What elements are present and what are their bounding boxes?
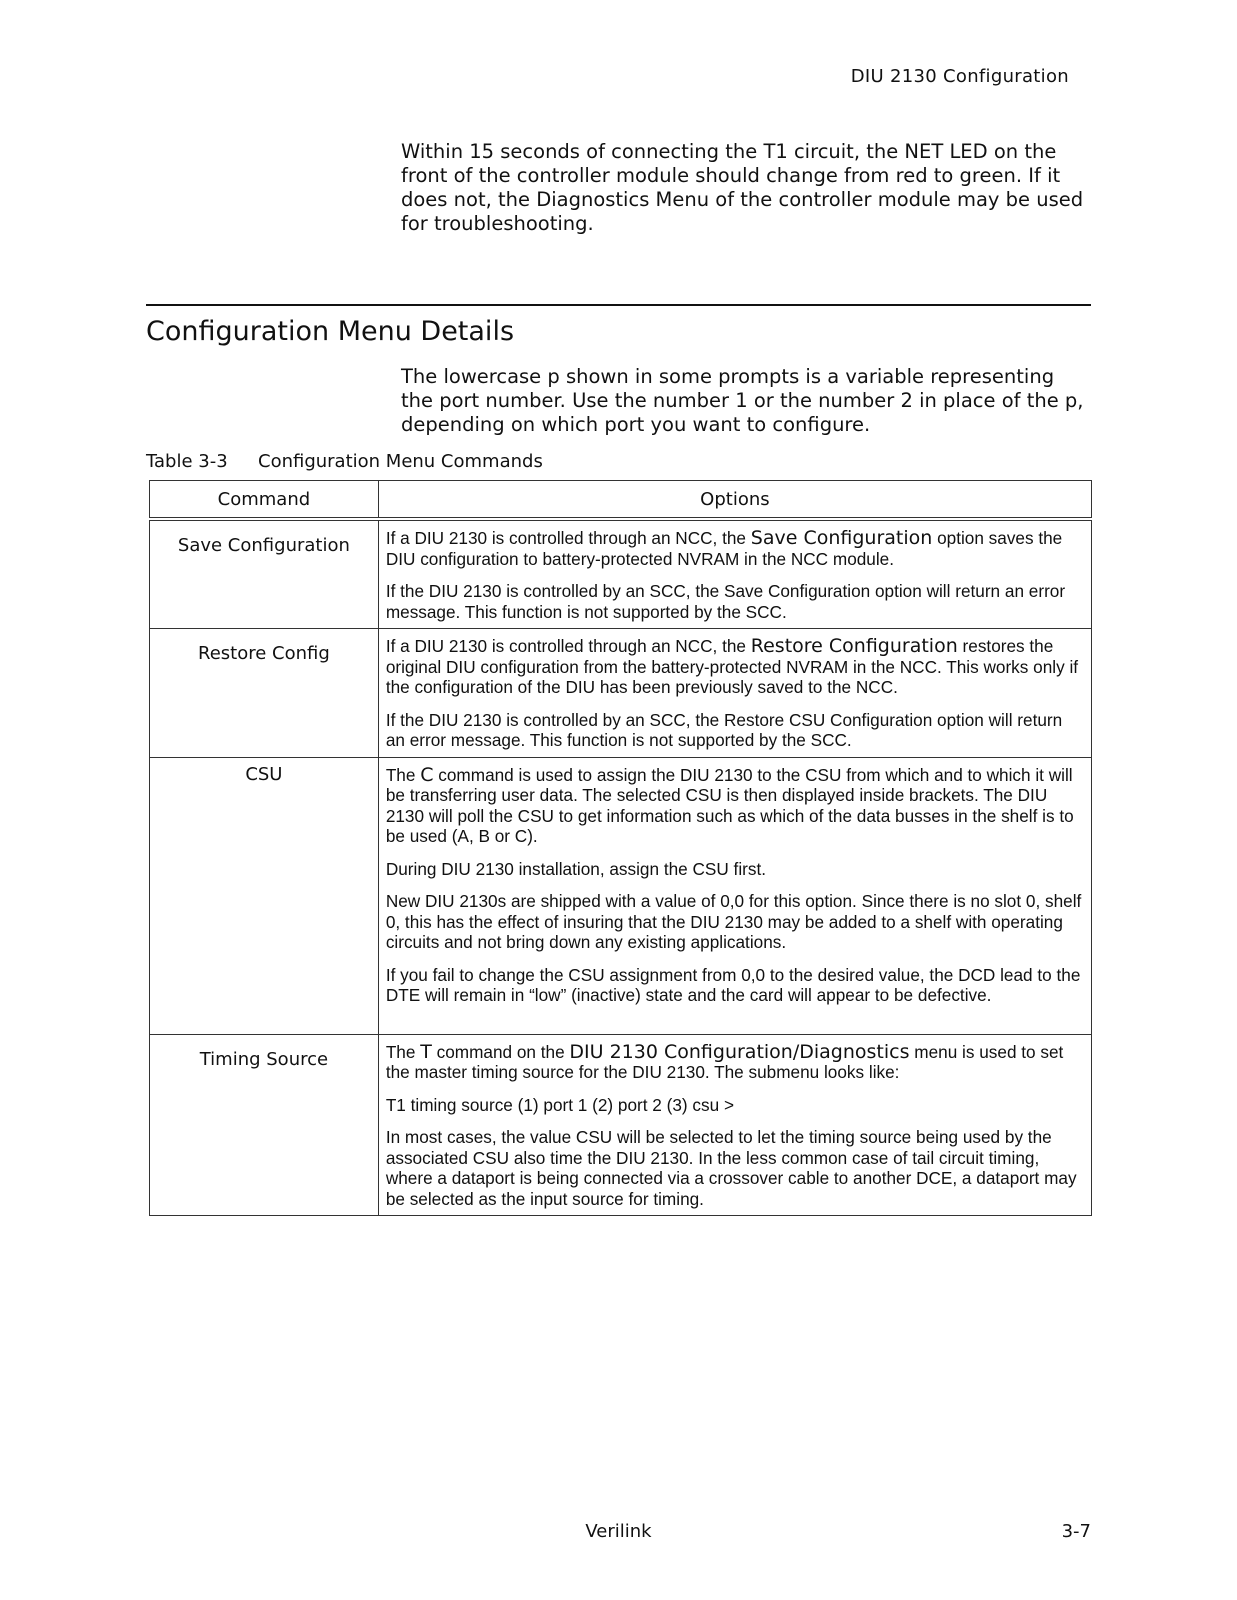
option-emphasis: T [420, 1040, 432, 1063]
option-text: option saves the DIU configuration to battery-protected NVRAM in the NCC module. [385, 528, 1063, 569]
section-divider [146, 304, 1091, 306]
option-text: The [385, 1041, 421, 1062]
option-paragraph [386, 765, 1083, 847]
option-text: command on the [431, 1041, 570, 1062]
column-header-options: Options [378, 481, 1091, 520]
options-cell [378, 629, 1091, 758]
option-paragraph [386, 528, 1083, 569]
options-cell [378, 757, 1091, 1034]
section-title: Configuration Menu Details [146, 316, 515, 347]
option-text: If a DIU 2130 is controlled through an NCC, the [385, 528, 751, 548]
option-text: menu is used to set the master timing source for the DIU 2130. The submenu looks like: [385, 1041, 1064, 1082]
command-cell: Save Configuration [150, 519, 379, 629]
table-row-csu [150, 757, 1092, 1034]
table-row-save-configuration [150, 519, 1092, 629]
option-text: The [385, 764, 421, 785]
configuration-commands-table [149, 480, 1092, 1216]
intro-paragraph: Within 15 seconds of connecting the T1 circuit, the NET LED on the front of the controller module should change from red to green. If it does not, the Diagnostics Menu of the controller module may be used for troubleshooting. [401, 140, 1084, 235]
table-row-timing-source [150, 1034, 1092, 1216]
command-cell: Timing Source [150, 1034, 379, 1216]
option-paragraph [386, 1042, 1083, 1083]
option-paragraph: During DIU 2130 installation, assign the CSU first. [385, 858, 767, 879]
option-emphasis: C [420, 763, 434, 786]
running-header: DIU 2130 Configuration [850, 66, 1069, 87]
table-caption [146, 451, 543, 472]
option-text: restores the original DIU configuration from the battery-protected NVRAM in the NCC. This works only if the configuration of the DIU has been previously saved to the NCC. [385, 636, 1079, 697]
command-cell: CSU [150, 757, 379, 1034]
option-paragraph: New DIU 2130s are shipped with a value of 0,0 for this option. Since there is no slot 0, shelf 0, this has the effect of insuring that the DIU 2130 may be added to a shelf with operating circuits and not bring down any existing applications. [385, 891, 1082, 952]
command-cell: Restore Config [150, 629, 379, 758]
option-paragraph: T1 timing source (1) port 1 (2) port 2 (3) csu > [385, 1094, 734, 1115]
option-paragraph: If you fail to change the CSU assignment from 0,0 to the desired value, the DCD lead to the DTE will remain in “low” (inactive) state and the card will appear to be defective. [385, 964, 1081, 1005]
option-paragraph: In most cases, the value CSU will be selected to let the timing source being used by the associated CSU also time the DIU 2130. In the less common case of tail circuit timing, where a dataport is being connected via a crossover cable to another DCE, a dataport may be selected as the input source for timing. [385, 1127, 1077, 1209]
section-paragraph: The lowercase p shown in some prompts is a variable representing the port number. Use the number 1 or the number 2 in place of the p, depending on which port you want to configure. [401, 365, 1084, 436]
option-text: If a DIU 2130 is controlled through an NCC, the [385, 636, 751, 656]
page-number: 3-7 [1061, 1521, 1091, 1542]
options-cell [378, 519, 1091, 629]
option-paragraph [386, 636, 1083, 698]
option-emphasis: Save Configuration [750, 527, 933, 549]
option-paragraph: If the DIU 2130 is controlled by an SCC, the Save Configuration option will return an error message. This function is not supported by the SCC. [385, 581, 1066, 622]
table-row-restore-config [150, 629, 1092, 758]
option-emphasis: Restore Configuration [750, 635, 958, 657]
footer-publisher: Verilink [585, 1521, 652, 1542]
option-emphasis: DIU 2130 Configuration/Diagnostics [569, 1040, 910, 1063]
option-text: command is used to assign the DIU 2130 to the CSU from which and to which it will be transferring user data. The selected CSU is then displayed inside brackets. The DIU 2130 will poll the CSU to get information such as which of the data busses in the shelf is to be used (A, B or C). [385, 764, 1074, 846]
column-header-command: Command [150, 481, 379, 520]
table-caption-number: Table 3-3 [146, 451, 228, 472]
table-header-row [150, 481, 1092, 520]
table-caption-title: Configuration Menu Commands [258, 451, 543, 472]
options-cell [378, 1034, 1091, 1216]
option-paragraph: If the DIU 2130 is controlled by an SCC, the Restore CSU Configuration option will return an error message. This function is not supported by the SCC. [385, 709, 1063, 750]
